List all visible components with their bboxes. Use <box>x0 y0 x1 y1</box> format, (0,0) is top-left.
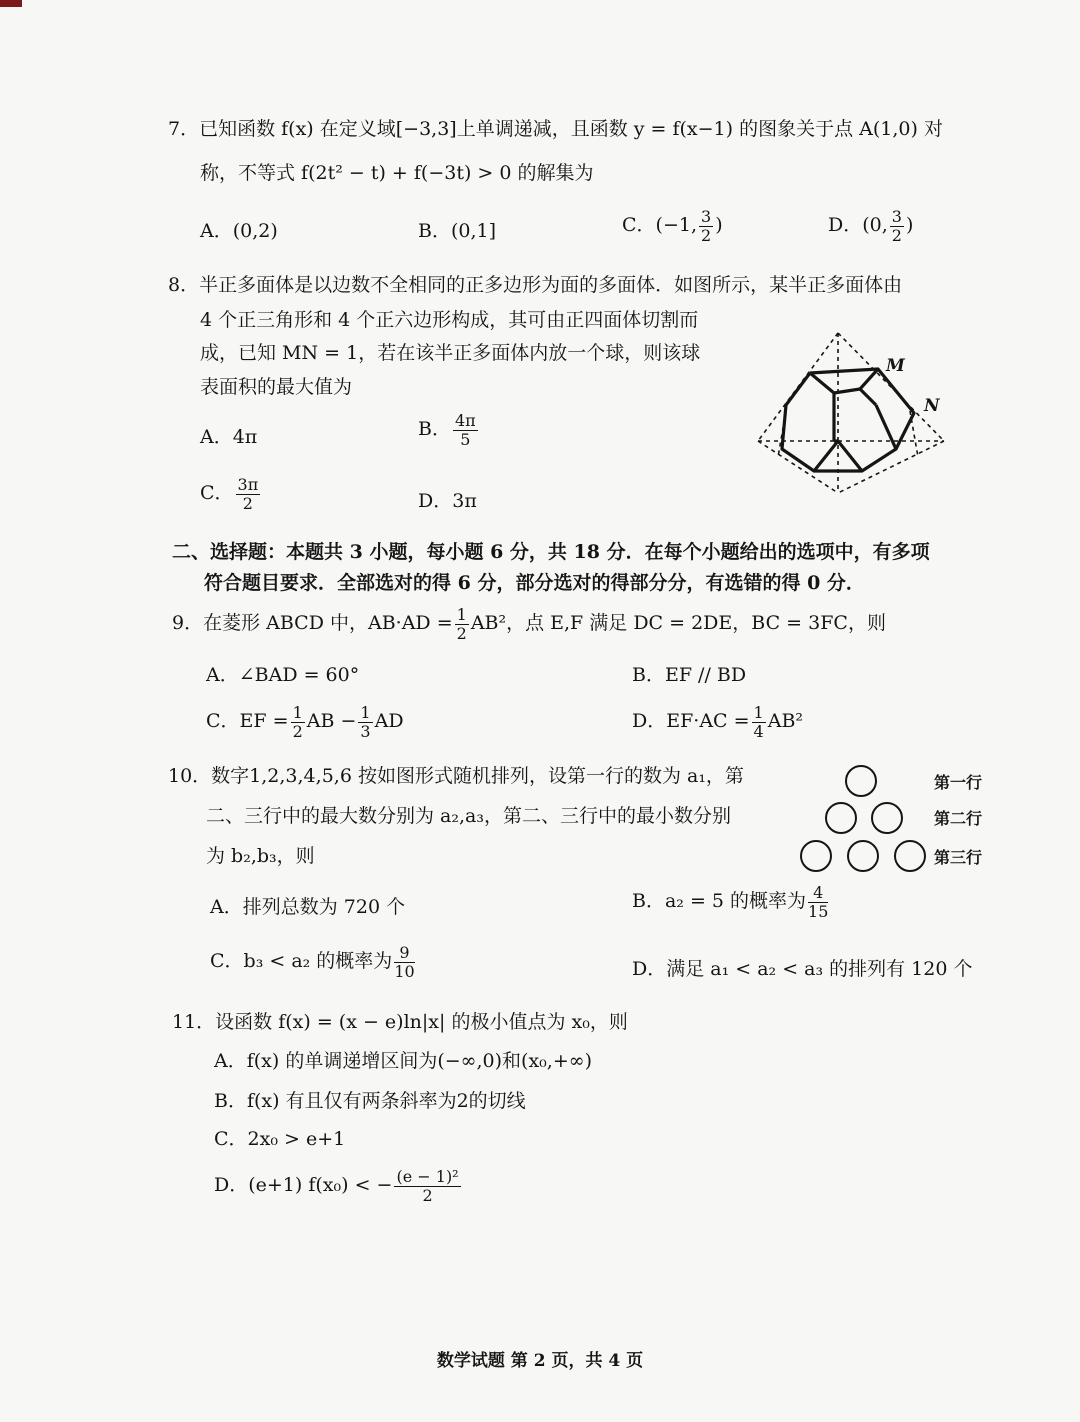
q11-option-c: C．2x₀ > e+1 <box>214 1128 346 1150</box>
q9-option-d: D．EF·AC = $\frac{1}{4}$ AB² <box>632 703 804 741</box>
q10-line3: 为 b₂,b₃，则 <box>206 845 315 867</box>
q9-option-a: A．∠BAD = 60° <box>206 664 360 686</box>
q8-option-b: B． $\frac{4\pi}{5}$ <box>418 411 476 449</box>
q11-option-d: D．(e+1) f(x₀) < − $\frac{\text{(e − 1)²}}{2}$ <box>214 1167 459 1205</box>
q11-option-a: A．f(x) 的单调递增区间为(−∞,0)和(x₀,+∞) <box>214 1050 592 1072</box>
q11-stem: 11．设函数 f(x) = (x − e)ln|x| 的极小值点为 x₀，则 <box>172 1011 628 1033</box>
q8-option-c: C． $\frac{3\pi}{2}$ <box>200 475 259 513</box>
label-m: M <box>886 356 905 376</box>
q9-option-c: C．EF = $\frac{1}{2}$ AB − $\frac{1}{3}$ AD <box>206 703 404 741</box>
q7-line2: 称，不等式 f(2t² − t) + f(−3t) > 0 的解集为 <box>200 162 594 184</box>
circle-row1 <box>845 765 877 797</box>
section2-line1: 二、选择题：本题共 3 小题，每小题 6 分，共 18 分．在每个小题给出的选项中，有多项 <box>172 541 930 563</box>
q7-option-c: C．(−1, $\frac{3}{2}$ ) <box>622 207 723 245</box>
q7-option-b: B．(0,1] <box>418 220 497 242</box>
circle-row2-right <box>871 802 903 834</box>
q9-option-b: B．EF // BD <box>632 664 747 686</box>
q8-option-a: A．4π <box>200 426 258 448</box>
row-label-3: 第三行 <box>934 848 983 867</box>
circle-row3-middle <box>847 840 879 872</box>
q8-line2: 4 个正三角形和 4 个正六边形构成，其可由正四面体切割而 <box>200 309 699 331</box>
q8-option-d: D．3π <box>418 490 477 512</box>
circle-row3-right <box>894 840 926 872</box>
circle-row3-left <box>800 840 832 872</box>
q10-option-c: C．b₃ < a₂ 的概率为 $\frac{9}{10}$ <box>210 943 415 981</box>
q9-stem: 9．在菱形 ABCD 中，AB·AD = $\frac{1}{2}$ AB²，点 E,F 满足 DC = 2DE，BC = 3FC，则 <box>172 605 886 643</box>
q10-option-a: A．排列总数为 720 个 <box>210 896 406 918</box>
q8-line1: 8．半正多面体是以边数不全相同的正多边形为面的多面体．如图所示，某半正多面体由 <box>168 274 903 296</box>
q10-option-d: D．满足 a₁ < a₂ < a₃ 的排列有 120 个 <box>632 958 973 980</box>
q10-line2: 二、三行中的最大数分别为 a₂,a₃，第二、三行中的最小数分别 <box>206 805 731 827</box>
q7-line1: 7．已知函数 f(x) 在定义域[−3,3]上单调递减，且函数 y = f(x−1) 的图象关于点 A(1,0) 对 <box>168 118 943 140</box>
circle-row2-left <box>825 802 857 834</box>
q8-line3: 成，已知 MN = 1，若在该半正多面体内放一个球，则该球 <box>200 342 701 364</box>
q11-option-b: B．f(x) 有且仅有两条斜率为2的切线 <box>214 1090 526 1112</box>
q8-line4: 表面积的最大值为 <box>200 376 353 398</box>
row-label-2: 第二行 <box>934 809 983 828</box>
section2-line2: 符合题目要求．全部选对的得 6 分，部分选对的得部分分，有选错的得 0 分． <box>204 572 865 594</box>
label-n: N <box>924 396 940 416</box>
q10-option-b: B．a₂ = 5 的概率为 $\frac{4}{15}$ <box>632 883 829 921</box>
q7-option-d: D．(0, $\frac{3}{2}$ ) <box>828 207 914 245</box>
q7-option-a: A．(0,2) <box>200 220 278 242</box>
row-label-1: 第一行 <box>934 773 983 792</box>
q10-line1: 10．数字1,2,3,4,5,6 按如图形式随机排列，设第一行的数为 a₁，第 <box>168 765 744 787</box>
page-footer: 数学试题 第 2 页，共 4 页 <box>436 1351 644 1371</box>
corner-mark <box>0 0 22 7</box>
